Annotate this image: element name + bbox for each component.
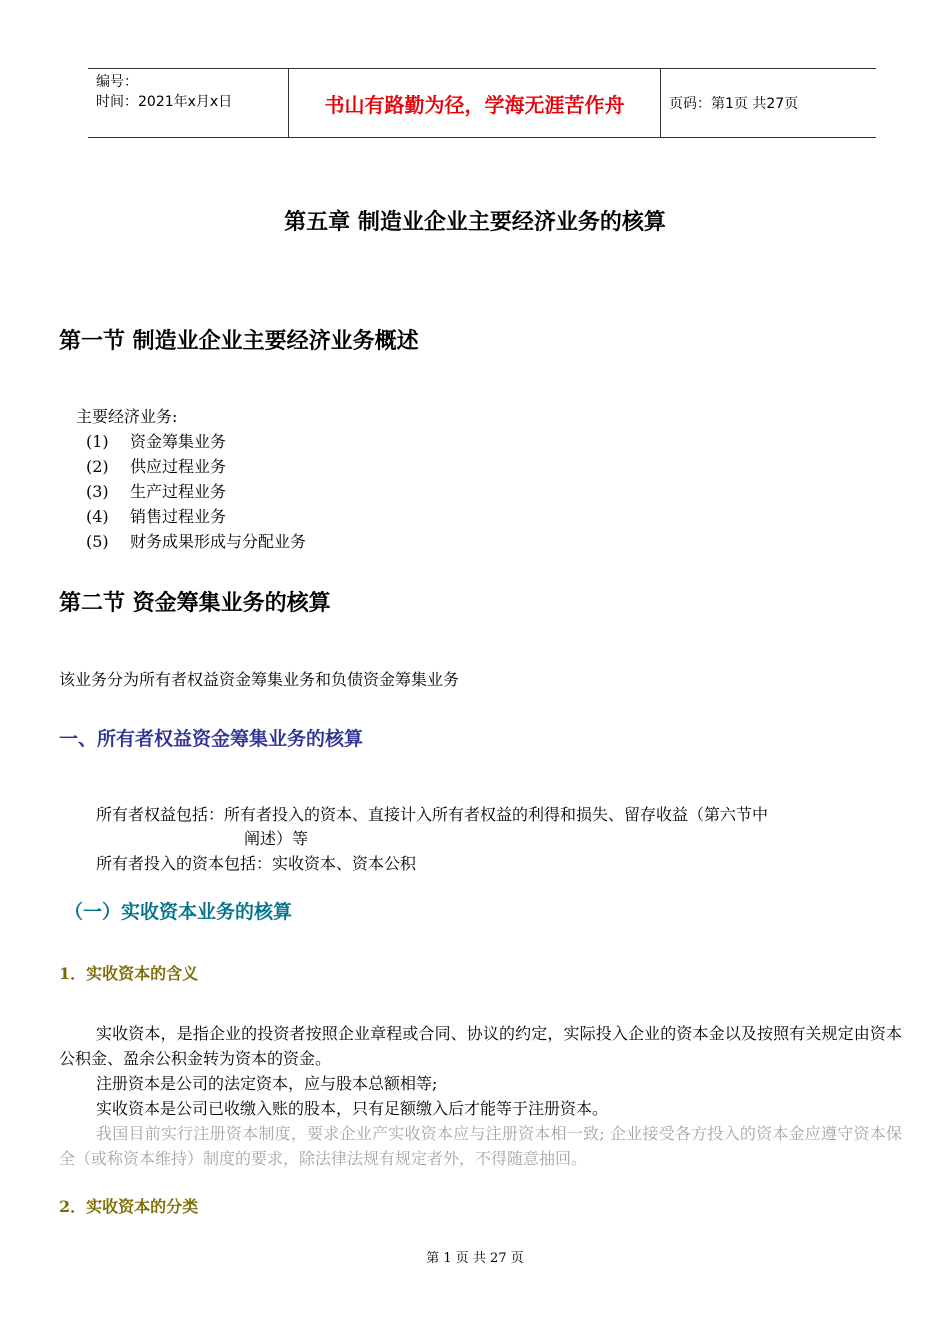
section1-intro: 主要经济业务: [76, 407, 178, 426]
owner-equity-line1: 所有者权益包括：所有者投入的资本、直接计入所有者权益的利得和损失、留存收益（第六节中 [96, 805, 769, 824]
list-item-4-text: 销售过程业务 [130, 507, 227, 526]
list-item-3-num: (3) [86, 482, 109, 501]
gray-note-paragraph: 我国目前实行注册资本制度，要求企业产实收资本应与注册资本相一致; 企业接受各方投入的资本金应遵守资本保全（或称资本维持）制度的要求，除法律法规有规定者外，不得随意抽回。 [59, 1124, 902, 1168]
list-item-5-text: 财务成果形成与分配业务 [130, 532, 307, 551]
list-item-4-num: (4) [86, 507, 109, 526]
time-label: 时间：2021年x月x日 [96, 94, 233, 110]
section2-intro: 该业务分为所有者权益资金筹集业务和负债资金筹集业务 [59, 670, 460, 689]
list-item-1-num: (1) [86, 432, 109, 451]
footer-page-number: 第 1 页 共 27 页 [426, 1251, 524, 1266]
list-item-5-num: (5) [86, 532, 109, 551]
header-motto: 书山有路勤为径，学海无涯苦作舟 [288, 69, 661, 137]
section1-title: 第一节 制造业企业主要经济业务概述 [59, 329, 419, 354]
list-item-2-num: (2) [86, 457, 109, 476]
registered-capital-line: 注册资本是公司的法定资本，应与股本总额相等; [96, 1074, 438, 1093]
header-page-info: 页码：第1页 共27页 [669, 96, 799, 112]
header-table [88, 68, 876, 138]
subsection-paid-in-capital-title: （一）实收资本业务的核算 [64, 901, 293, 923]
subsection-owner-equity-title: 一、所有者权益资金筹集业务的核算 [59, 728, 364, 750]
point2-title: 2．实收资本的分类 [59, 1197, 199, 1216]
owner-equity-line2: 阐述）等 [244, 829, 309, 848]
header-meta [88, 69, 288, 137]
list-item-2-text: 供应过程业务 [130, 457, 227, 476]
paid-in-capital-line: 实收资本是公司已收缴入账的股本，只有足额缴入后才能等于注册资本。 [96, 1099, 609, 1118]
chapter-title: 第五章 制造业企业主要经济业务的核算 [284, 210, 666, 235]
list-item-3-text: 生产过程业务 [130, 482, 227, 501]
list-item-1-text: 资金筹集业务 [130, 432, 227, 451]
serial-label: 编号： [96, 74, 138, 90]
section2-title: 第二节 资金筹集业务的核算 [59, 591, 331, 616]
definition-paragraph: 实收资本，是指企业的投资者按照企业章程或合同、协议的约定，实际投入企业的资本金以及按照有关规定由资本公积金、盈余公积金转为资本的资金。 [59, 1024, 902, 1068]
owner-capital-line: 所有者投入的资本包括：实收资本、资本公积 [96, 854, 417, 873]
point1-title: 1．实收资本的含义 [59, 964, 199, 983]
